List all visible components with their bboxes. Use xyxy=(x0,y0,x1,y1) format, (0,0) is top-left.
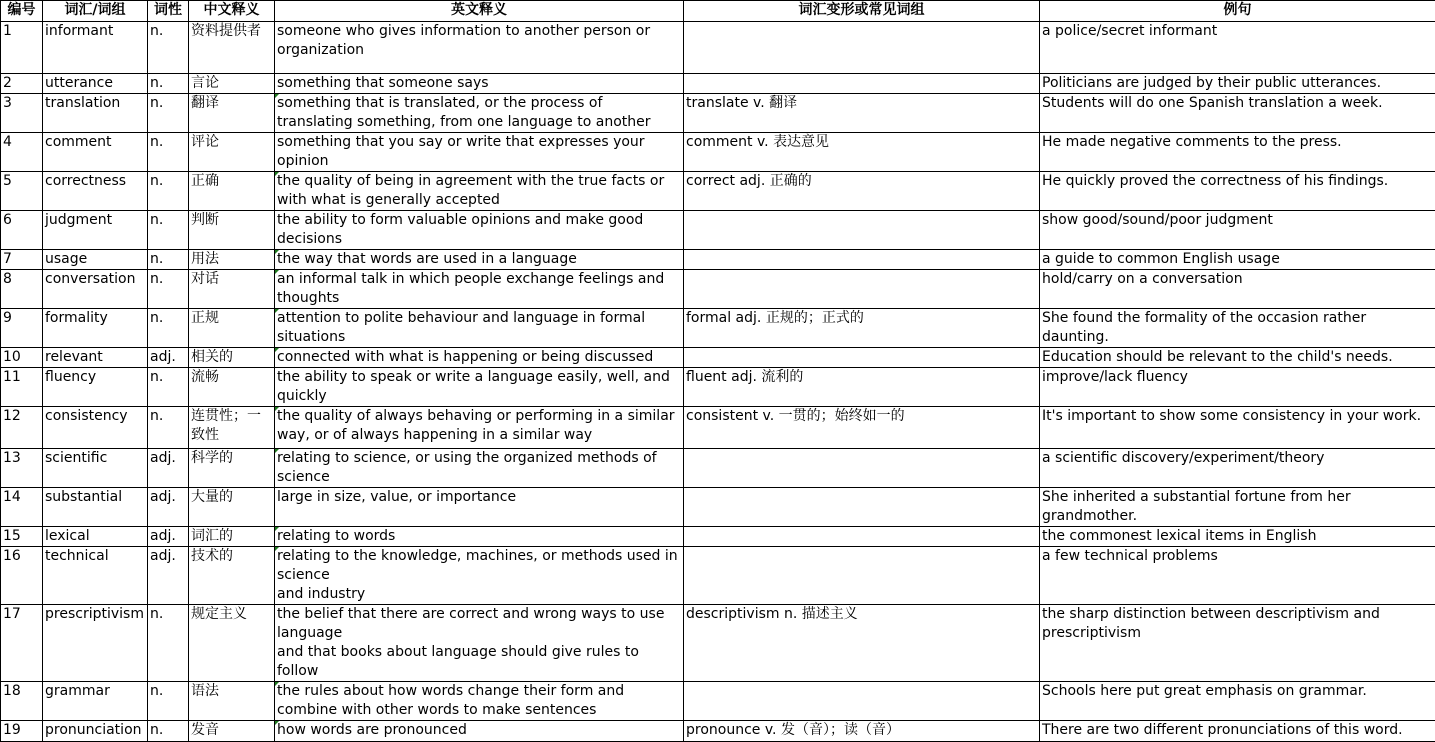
example-sentence: It's important to show some consistency in your work. xyxy=(1040,407,1435,449)
chinese-meaning: 言论 xyxy=(189,74,275,94)
table-row xyxy=(1,547,1435,605)
row-number: 11 xyxy=(1,368,43,407)
chinese-meaning: 正确 xyxy=(189,172,275,211)
chinese-meaning: 正规 xyxy=(189,309,275,348)
example-sentence: She found the formality of the occasion rather daunting. xyxy=(1040,309,1435,348)
example-sentence: a guide to common English usage xyxy=(1040,250,1435,270)
word-forms xyxy=(684,348,1040,368)
word-cell: prescriptivism xyxy=(43,605,148,682)
word-cell: grammar xyxy=(43,682,148,721)
table-row xyxy=(1,368,1435,407)
row-number: 16 xyxy=(1,547,43,605)
example-sentence: show good/sound/poor judgment xyxy=(1040,211,1435,250)
part-of-speech: n. xyxy=(148,721,189,742)
word-cell: scientific xyxy=(43,449,148,488)
row-number: 3 xyxy=(1,94,43,133)
example-sentence: a scientific discovery/experiment/theory xyxy=(1040,449,1435,488)
word-cell: consistency xyxy=(43,407,148,449)
word-forms: consistent v. 一贯的；始终如一的 xyxy=(684,407,1040,449)
example-sentence: the sharp distinction between descriptivism and prescriptivism xyxy=(1040,605,1435,682)
part-of-speech: n. xyxy=(148,94,189,133)
table-row xyxy=(1,407,1435,449)
english-meaning: how words are pronounced xyxy=(275,721,684,742)
word-cell: technical xyxy=(43,547,148,605)
header-word-forms: 词汇变形或常见词组 xyxy=(684,1,1040,22)
word-forms: correct adj. 正确的 xyxy=(684,172,1040,211)
english-meaning: relating to words xyxy=(275,527,684,547)
english-meaning: something that is translated, or the process of translating something, from one language to another xyxy=(275,94,684,133)
chinese-meaning: 规定主义 xyxy=(189,605,275,682)
chinese-meaning: 用法 xyxy=(189,250,275,270)
part-of-speech: n. xyxy=(148,133,189,172)
header-example: 例句 xyxy=(1040,1,1435,22)
example-sentence: Schools here put great emphasis on grammar. xyxy=(1040,682,1435,721)
chinese-meaning: 对话 xyxy=(189,270,275,309)
english-meaning: relating to science, or using the organized methods of science xyxy=(275,449,684,488)
part-of-speech: n. xyxy=(148,74,189,94)
example-sentence: He quickly proved the correctness of his findings. xyxy=(1040,172,1435,211)
word-cell: substantial xyxy=(43,488,148,527)
header-part-of-speech: 词性 xyxy=(148,1,189,22)
word-cell: conversation xyxy=(43,270,148,309)
header-english-meaning: 英文释义 xyxy=(275,1,684,22)
table-row xyxy=(1,605,1435,682)
table-row xyxy=(1,172,1435,211)
part-of-speech: adj. xyxy=(148,547,189,605)
row-number: 13 xyxy=(1,449,43,488)
english-meaning: an informal talk in which people exchange feelings and thoughts xyxy=(275,270,684,309)
part-of-speech: adj. xyxy=(148,348,189,368)
word-forms xyxy=(684,682,1040,721)
example-sentence: She inherited a substantial fortune from her grandmother. xyxy=(1040,488,1435,527)
word-forms: descriptivism n. 描述主义 xyxy=(684,605,1040,682)
row-number: 14 xyxy=(1,488,43,527)
chinese-meaning: 相关的 xyxy=(189,348,275,368)
example-sentence: Education should be relevant to the child's needs. xyxy=(1040,348,1435,368)
row-number: 10 xyxy=(1,348,43,368)
chinese-meaning: 发音 xyxy=(189,721,275,742)
table-row xyxy=(1,211,1435,250)
chinese-meaning: 判断 xyxy=(189,211,275,250)
part-of-speech: n. xyxy=(148,22,189,74)
row-number: 6 xyxy=(1,211,43,250)
part-of-speech: n. xyxy=(148,250,189,270)
table-row xyxy=(1,133,1435,172)
header-number: 编号 xyxy=(1,1,43,22)
word-forms: pronounce v. 发（音）；读（音） xyxy=(684,721,1040,742)
english-meaning: attention to polite behaviour and language in formal situations xyxy=(275,309,684,348)
chinese-meaning: 科学的 xyxy=(189,449,275,488)
row-number: 12 xyxy=(1,407,43,449)
row-number: 9 xyxy=(1,309,43,348)
word-forms xyxy=(684,211,1040,250)
part-of-speech: n. xyxy=(148,211,189,250)
word-cell: lexical xyxy=(43,527,148,547)
word-cell: translation xyxy=(43,94,148,133)
part-of-speech: n. xyxy=(148,605,189,682)
table-row xyxy=(1,309,1435,348)
word-forms xyxy=(684,270,1040,309)
word-forms xyxy=(684,488,1040,527)
english-meaning: relating to the knowledge, machines, or methods used in science and industry xyxy=(275,547,684,605)
word-forms xyxy=(684,250,1040,270)
example-sentence: hold/carry on a conversation xyxy=(1040,270,1435,309)
word-cell: judgment xyxy=(43,211,148,250)
table-row xyxy=(1,527,1435,547)
example-sentence: a police/secret informant xyxy=(1040,22,1435,74)
word-cell: utterance xyxy=(43,74,148,94)
word-forms xyxy=(684,22,1040,74)
chinese-meaning: 大量的 xyxy=(189,488,275,527)
english-meaning: the quality of being in agreement with the true facts or with what is generally accepted xyxy=(275,172,684,211)
word-cell: correctness xyxy=(43,172,148,211)
english-meaning: the way that words are used in a language xyxy=(275,250,684,270)
word-forms xyxy=(684,74,1040,94)
part-of-speech: n. xyxy=(148,682,189,721)
word-cell: usage xyxy=(43,250,148,270)
word-cell: fluency xyxy=(43,368,148,407)
chinese-meaning: 评论 xyxy=(189,133,275,172)
chinese-meaning: 词汇的 xyxy=(189,527,275,547)
word-cell: pronunciation xyxy=(43,721,148,742)
row-number: 1 xyxy=(1,22,43,74)
word-forms xyxy=(684,449,1040,488)
table-row xyxy=(1,721,1435,742)
table-row xyxy=(1,449,1435,488)
example-sentence: a few technical problems xyxy=(1040,547,1435,605)
word-forms xyxy=(684,547,1040,605)
row-number: 5 xyxy=(1,172,43,211)
header-row xyxy=(1,1,1435,22)
chinese-meaning: 翻译 xyxy=(189,94,275,133)
english-meaning: something that you say or write that expresses your opinion xyxy=(275,133,684,172)
example-sentence: Students will do one Spanish translation a week. xyxy=(1040,94,1435,133)
word-forms xyxy=(684,527,1040,547)
row-number: 18 xyxy=(1,682,43,721)
english-meaning: the ability to speak or write a language easily, well, and quickly xyxy=(275,368,684,407)
chinese-meaning: 技术的 xyxy=(189,547,275,605)
english-meaning: the ability to form valuable opinions and make good decisions xyxy=(275,211,684,250)
part-of-speech: adj. xyxy=(148,488,189,527)
row-number: 19 xyxy=(1,721,43,742)
word-forms: translate v. 翻译 xyxy=(684,94,1040,133)
row-number: 17 xyxy=(1,605,43,682)
part-of-speech: adj. xyxy=(148,527,189,547)
word-cell: relevant xyxy=(43,348,148,368)
word-forms: comment v. 表达意见 xyxy=(684,133,1040,172)
example-sentence: Politicians are judged by their public utterances. xyxy=(1040,74,1435,94)
english-meaning: connected with what is happening or being discussed xyxy=(275,348,684,368)
table-row xyxy=(1,348,1435,368)
header-chinese-meaning: 中文释义 xyxy=(189,1,275,22)
row-number: 15 xyxy=(1,527,43,547)
part-of-speech: adj. xyxy=(148,449,189,488)
part-of-speech: n. xyxy=(148,270,189,309)
chinese-meaning: 流畅 xyxy=(189,368,275,407)
english-meaning: large in size, value, or importance xyxy=(275,488,684,527)
row-number: 4 xyxy=(1,133,43,172)
chinese-meaning: 连贯性；一致性 xyxy=(189,407,275,449)
example-sentence: the commonest lexical items in English xyxy=(1040,527,1435,547)
table-row xyxy=(1,250,1435,270)
row-number: 2 xyxy=(1,74,43,94)
english-meaning: someone who gives information to another person or organization xyxy=(275,22,684,74)
word-cell: informant xyxy=(43,22,148,74)
word-cell: formality xyxy=(43,309,148,348)
table-row xyxy=(1,74,1435,94)
english-meaning: the rules about how words change their form and combine with other words to make sentences xyxy=(275,682,684,721)
english-meaning: something that someone says xyxy=(275,74,684,94)
table-row xyxy=(1,94,1435,133)
part-of-speech: n. xyxy=(148,368,189,407)
english-meaning: the belief that there are correct and wrong ways to use language and that books about language should give rules to follow xyxy=(275,605,684,682)
chinese-meaning: 资料提供者 xyxy=(189,22,275,74)
word-cell: comment xyxy=(43,133,148,172)
word-forms: fluent adj. 流利的 xyxy=(684,368,1040,407)
chinese-meaning: 语法 xyxy=(189,682,275,721)
part-of-speech: n. xyxy=(148,309,189,348)
example-sentence: There are two different pronunciations of this word. xyxy=(1040,721,1435,742)
part-of-speech: n. xyxy=(148,172,189,211)
table-row xyxy=(1,488,1435,527)
example-sentence: improve/lack fluency xyxy=(1040,368,1435,407)
english-meaning: the quality of always behaving or performing in a similar way, or of always happening in a similar way xyxy=(275,407,684,449)
table-row xyxy=(1,682,1435,721)
header-word: 词汇/词组 xyxy=(43,1,148,22)
table-row xyxy=(1,22,1435,74)
row-number: 7 xyxy=(1,250,43,270)
row-number: 8 xyxy=(1,270,43,309)
table-row xyxy=(1,270,1435,309)
word-forms: formal adj. 正规的；正式的 xyxy=(684,309,1040,348)
part-of-speech: n. xyxy=(148,407,189,449)
example-sentence: He made negative comments to the press. xyxy=(1040,133,1435,172)
